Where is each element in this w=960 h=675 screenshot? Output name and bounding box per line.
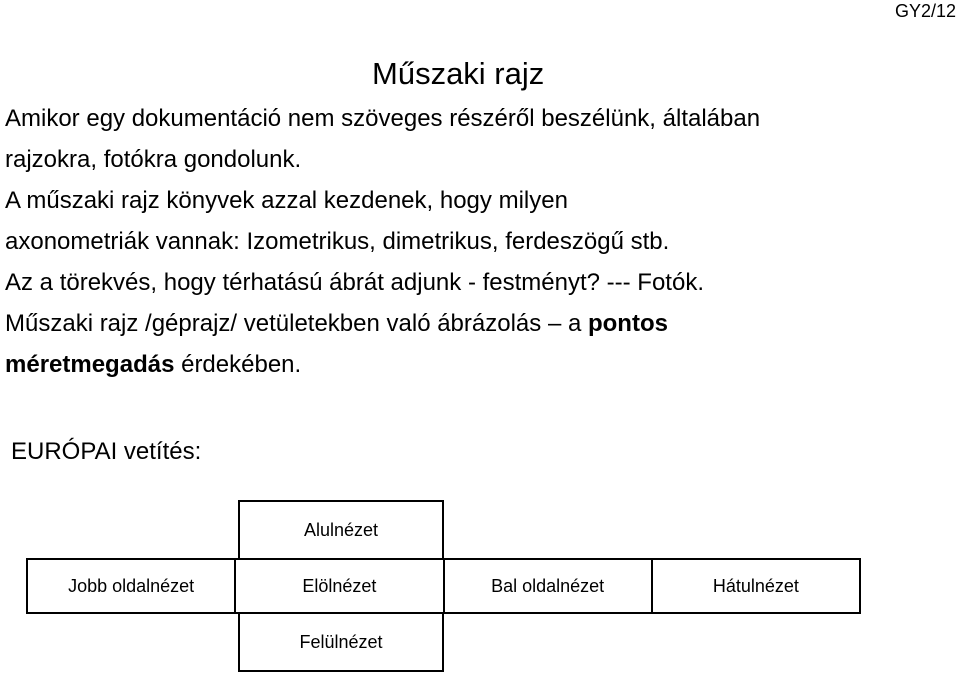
view-label: Alulnézet xyxy=(303,519,379,540)
text-segment: Műszaki rajz /géprajz/ vetületekben való ábrázolás – a xyxy=(5,310,588,337)
page-number: GY2/12 xyxy=(894,1,956,21)
view-cell xyxy=(653,560,859,612)
page-title: Műszaki rajz xyxy=(372,56,545,91)
text-line xyxy=(5,344,955,385)
view-box-bottom xyxy=(238,500,444,560)
body-paragraph xyxy=(5,98,955,385)
text-line: Amikor egy dokumentáció nem szöveges részéről beszélünk, általában xyxy=(5,105,761,132)
text-line: A műszaki rajz könyvek azzal kezdenek, hogy milyen xyxy=(5,187,568,214)
view-label: Felülnézet xyxy=(299,631,383,652)
view-box-top xyxy=(238,612,444,672)
section-heading: EURÓPAI vetítés: xyxy=(11,438,202,465)
text-line: Az a törekvés, hogy térhatású ábrát adjunk - festményt? --- Fotók. xyxy=(5,269,704,296)
text-line: rajzokra, fotókra gondolunk. xyxy=(5,146,302,173)
view-cell xyxy=(445,560,653,612)
view-label: Jobb oldalnézet xyxy=(68,576,195,596)
view-row xyxy=(26,558,861,614)
text-line: axonometriák vannak: Izometrikus, dimetrikus, ferdeszögű stb. xyxy=(5,228,670,255)
view-label: Elölnézet xyxy=(302,576,377,596)
view-label: Hátulnézet xyxy=(712,576,799,596)
view-cell xyxy=(236,560,444,612)
view-label: Bal oldalnézet xyxy=(491,576,605,596)
text-segment: érdekében. xyxy=(174,351,302,378)
bold-text: méretmegadás xyxy=(5,351,175,378)
view-cell xyxy=(28,560,236,612)
text-line xyxy=(5,303,955,344)
bold-text: pontos xyxy=(587,310,668,337)
